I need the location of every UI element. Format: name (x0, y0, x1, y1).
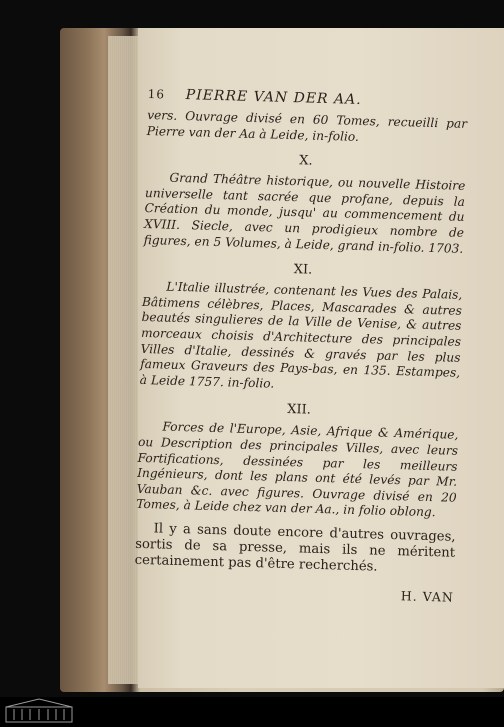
bottom-bar (0, 697, 504, 727)
running-title: PIERRE VAN DER AA. (185, 87, 362, 108)
library-building-icon (4, 698, 74, 724)
entry-xii: Forces de l'Europe, Asie, Afrique & Amérique, ou Description des principales Villes, avec leurs Fortifications, dessinées par les meilleurs Ingénieurs, dont les plans ont été levés par Mr. Vauban &c. avec figures. Ouvrage divisé en 20 Tomes, à Leide chez van der Aa., in folio oblong. (136, 419, 459, 520)
page-text (134, 86, 468, 605)
paragraph-continuation: vers. Ouvrage divisé en 60 Tomes, recueilli par Pierre van der Aa à Leide, in-folio. (146, 107, 468, 144)
page-number: 16 (147, 86, 166, 102)
closing-paragraph: Il y a sans doute encore d'autres ouvrages, sortis de sa presse, mais ils ne méritent certainement pas d'être recherchés. (134, 521, 456, 575)
section-number-xi: XI. (293, 262, 313, 278)
section-number-x: X. (299, 153, 313, 169)
section-number-xii: XII. (286, 402, 312, 418)
entry-x: Grand Théâtre historique, ou nouvelle Histoire universelle tant sacrée que profane, depuis la Création du monde, jusqu' au commencement du XVIII. Siecle, avec un prodigieux nombre de figures, en 5 Volumes, à Leide, grand in-folio. 1703. (143, 170, 466, 256)
catchword: H. VAN (400, 588, 455, 605)
entry-xi: L'Italie illustrée, contenant les Vues des Palais, Bâtimens célèbres, Places, Mascarades & autres beautés singulieres de la Ville de Venise, & autres morceaux choisis d'Architecture des principales Villes d'Italie, dessinés & gravés par les plus fameux Graveurs des Pays-bas, en 135. Estampes, à Leide 1757. in-folio. (139, 279, 463, 391)
